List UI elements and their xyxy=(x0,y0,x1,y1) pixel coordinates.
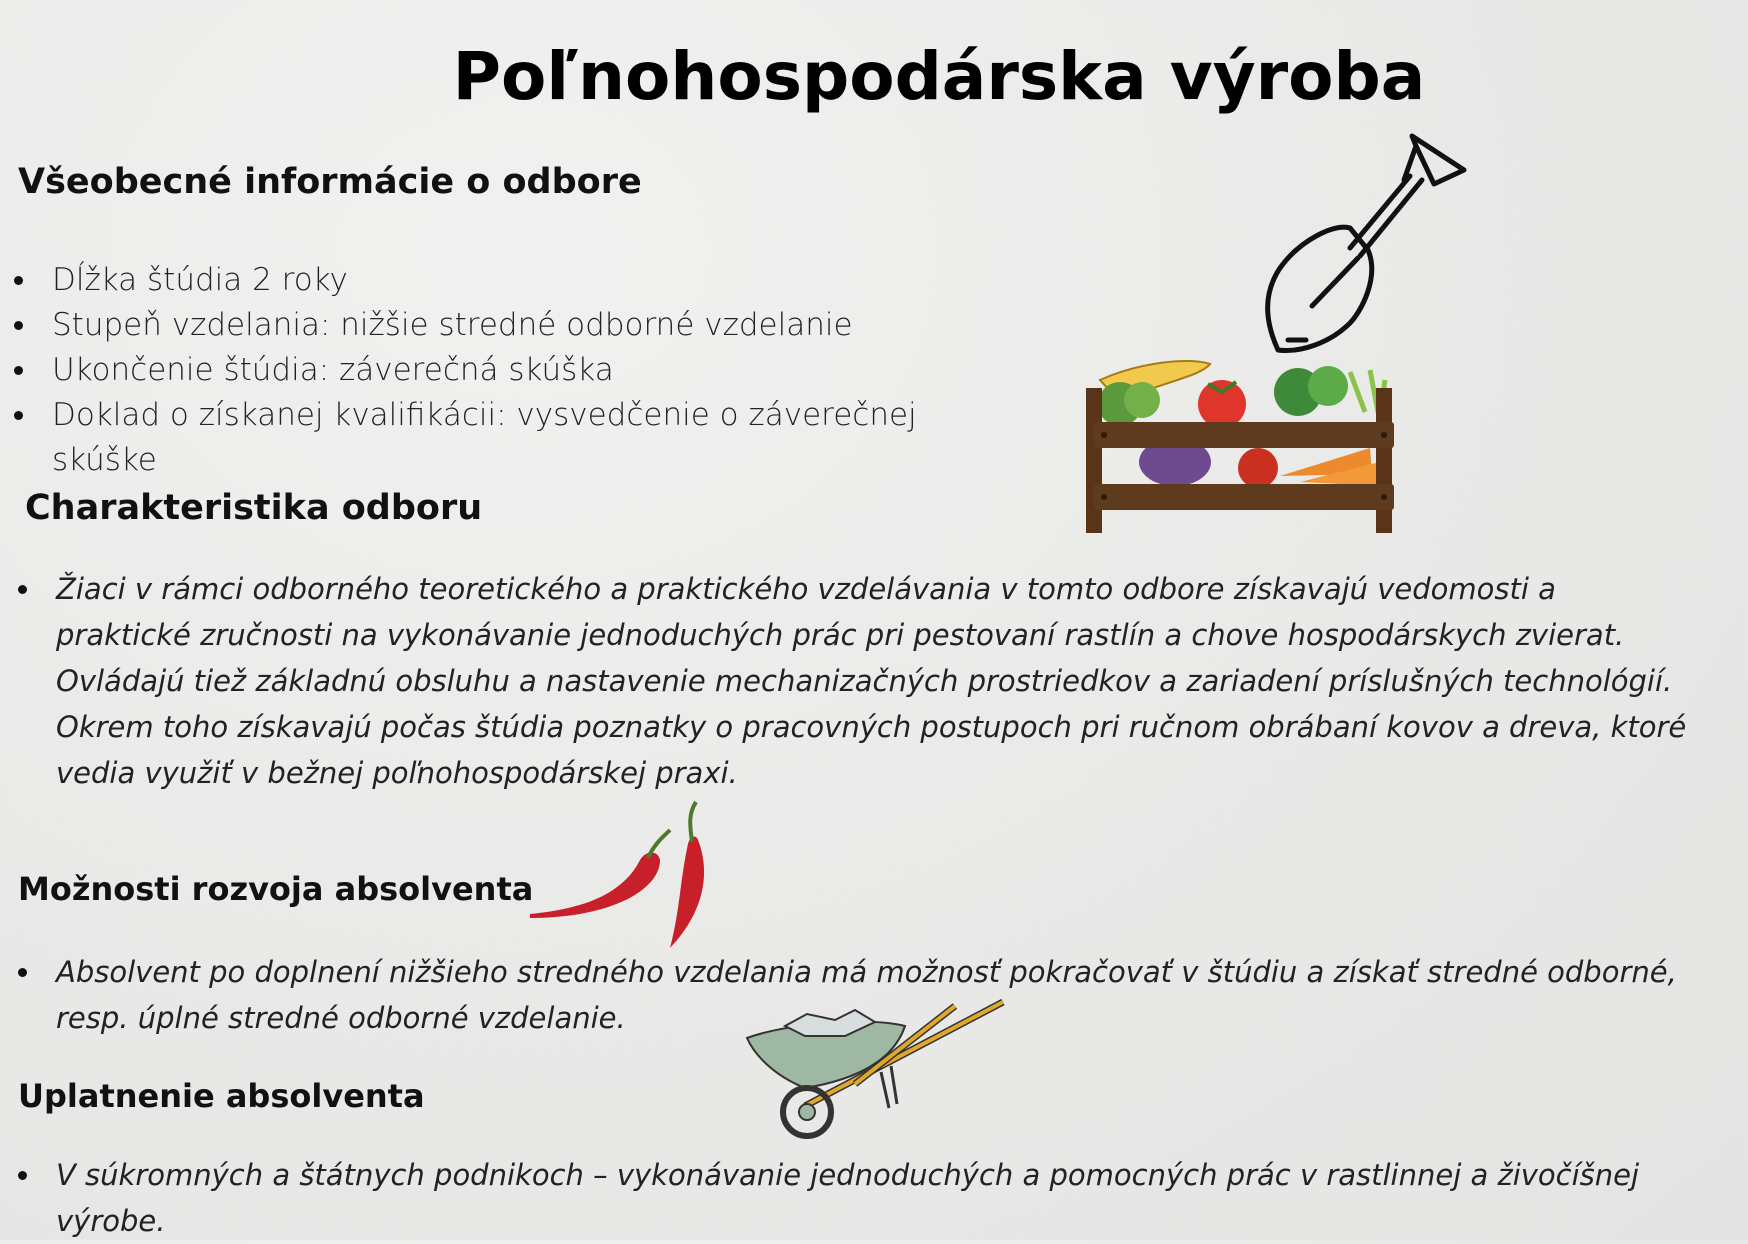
general-info-list xyxy=(14,258,1014,483)
list-item: Žiaci v rámci odborného teoretického a praktického vzdelávania v tomto odbore získavajú vedomosti a praktické zručnosti na vykonávanie jednoduchých prác pri pestovaní rastlín a chove hospodárskych zvierat. Ovládajú tiež základnú obsluhu a nastavenie mechanizačných prostriedkov a zariadení príslušných technológií. Okrem toho získavajú počas štúdia poznatky o pracovných postupoch pri ručnom obrábaní kovov a dreva, ktoré vedia využiť v bežnej poľnohospodárskej praxi. xyxy=(18,566,1698,796)
wheelbarrow-icon xyxy=(745,996,1005,1141)
chili-peppers-icon xyxy=(530,800,715,950)
list-item: Stupeň vzdelania: nižšie stredné odborné vzdelanie xyxy=(14,303,1014,348)
development-heading: Možnosti rozvoja absolventa xyxy=(18,870,534,908)
general-info-heading: Všeobecné informácie o odbore xyxy=(18,162,642,202)
list-item: Doklad o získanej kvalifikácii: vysvedčenie o záverečnej skúške xyxy=(14,393,1014,483)
list-item: Dĺžka štúdia 2 roky xyxy=(14,258,1014,303)
characteristics-heading: Charakteristika odboru xyxy=(25,488,483,528)
list-item: Absolvent po doplnení nižšieho stredného vzdelania má možnosť pokračovať v štúdiu a získať stredné odborné, resp. úplné stredné odborné vzdelanie. xyxy=(18,949,1708,1041)
list-item: V súkromných a štátnych podnikoch – vykonávanie jednoduchých a pomocných prác v rastlinnej a živočíšnej výrobe. xyxy=(18,1152,1718,1244)
employment-heading: Uplatnenie absolventa xyxy=(18,1077,425,1115)
characteristics-list xyxy=(18,566,1698,796)
page-title: Poľnohospodárska výroba xyxy=(452,38,1426,115)
shovel-icon xyxy=(1240,128,1470,358)
employment-list xyxy=(18,1152,1718,1244)
vegetable-crate-icon xyxy=(1080,352,1410,537)
list-item: Ukončenie štúdia: záverečná skúška xyxy=(14,348,1014,393)
